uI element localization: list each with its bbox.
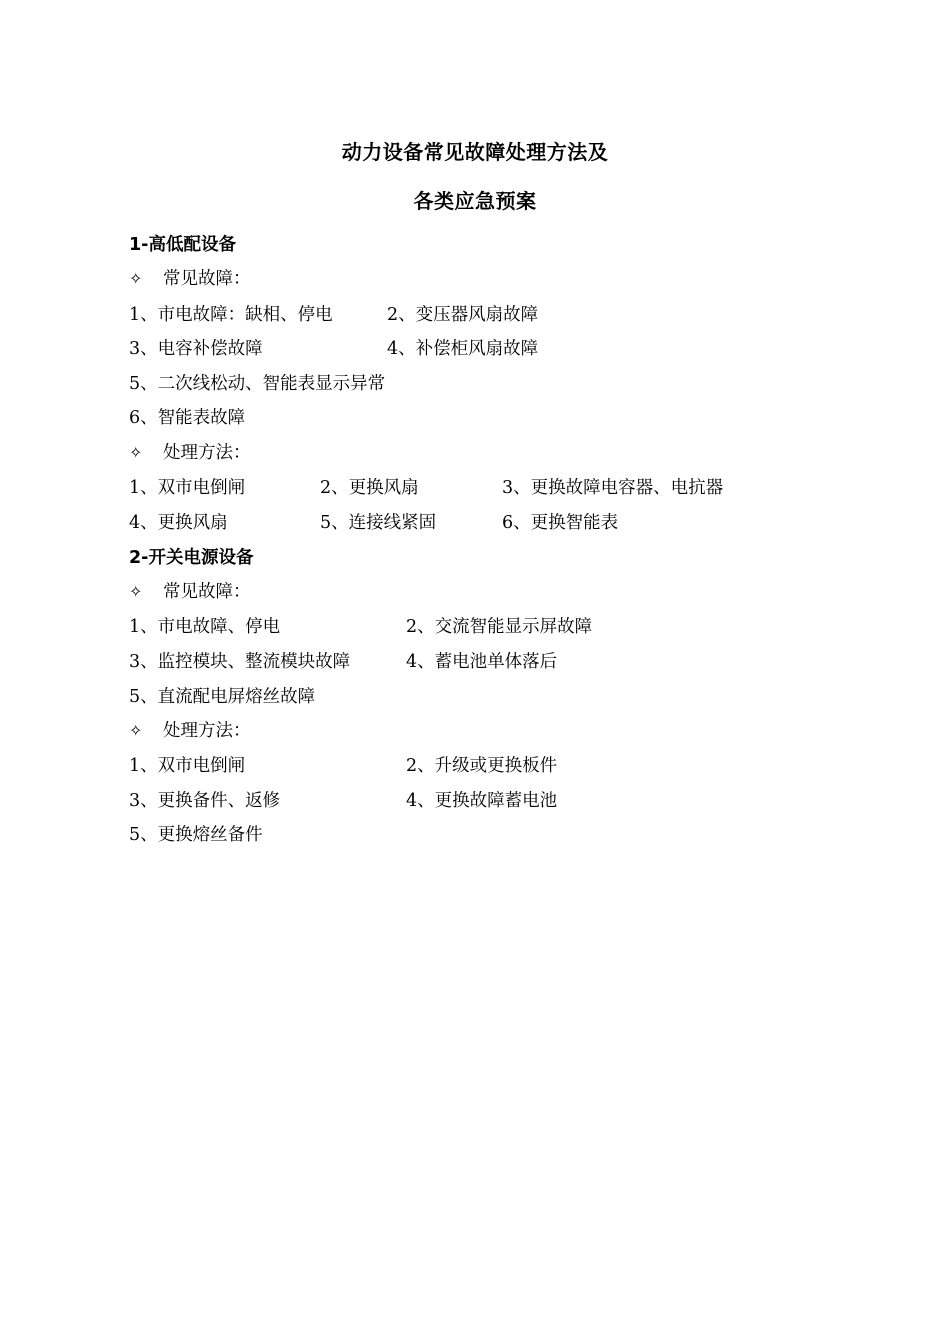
- list-item: 3、电容补偿故障: [129, 339, 263, 359]
- document-title-line-2: 各类应急预案: [413, 189, 537, 213]
- list-item: 4、补偿柜风扇故障: [387, 339, 539, 359]
- list-item: 6、智能表故障: [129, 408, 246, 428]
- diamond-bullet-icon: ✧: [129, 582, 143, 601]
- diamond-bullet-icon: ✧: [129, 443, 143, 462]
- methods-label: 处理方法：: [163, 443, 251, 463]
- list-item: 4、蓄电池单体落后: [406, 652, 558, 672]
- list-item: 5、二次线松动、智能表显示异常: [129, 374, 386, 394]
- list-item: 2、变压器风扇故障: [387, 305, 539, 325]
- section-heading: 2-开关电源设备: [129, 548, 254, 568]
- list-item: 3、监控模块、整流模块故障: [129, 652, 351, 672]
- methods-label: 处理方法：: [163, 721, 251, 741]
- list-item: 2、升级或更换板件: [406, 756, 558, 776]
- document-title-line-1: 动力设备常见故障处理方法及: [341, 140, 609, 164]
- list-item: 5、连接线紧固: [320, 513, 437, 533]
- list-item: 2、交流智能显示屏故障: [406, 617, 593, 637]
- faults-label: 常见故障：: [163, 582, 251, 602]
- diamond-bullet-icon: ✧: [129, 269, 143, 288]
- methods-subheading: [129, 440, 251, 466]
- methods-subheading: [129, 718, 251, 744]
- list-item: 1、双市电倒闸: [129, 478, 246, 498]
- faults-subheading: [129, 266, 251, 292]
- list-item: 5、更换熔丝备件: [129, 825, 263, 845]
- list-item: 1、市电故障：缺相、停电: [129, 305, 333, 325]
- list-item: 4、更换故障蓄电池: [406, 791, 558, 811]
- list-item: 1、市电故障、停电: [129, 617, 281, 637]
- list-item: 5、直流配电屏熔丝故障: [129, 687, 316, 707]
- diamond-bullet-icon: ✧: [129, 721, 143, 740]
- list-item: 4、更换风扇: [129, 513, 228, 533]
- section-heading: 1-高低配设备: [129, 235, 236, 255]
- list-item: 2、更换风扇: [320, 478, 419, 498]
- list-item: 6、更换智能表: [502, 513, 619, 533]
- faults-subheading: [129, 579, 251, 605]
- faults-label: 常见故障：: [163, 269, 251, 289]
- list-item: 3、更换故障电容器、电抗器: [502, 478, 724, 498]
- list-item: 1、双市电倒闸: [129, 756, 246, 776]
- list-item: 3、更换备件、返修: [129, 791, 281, 811]
